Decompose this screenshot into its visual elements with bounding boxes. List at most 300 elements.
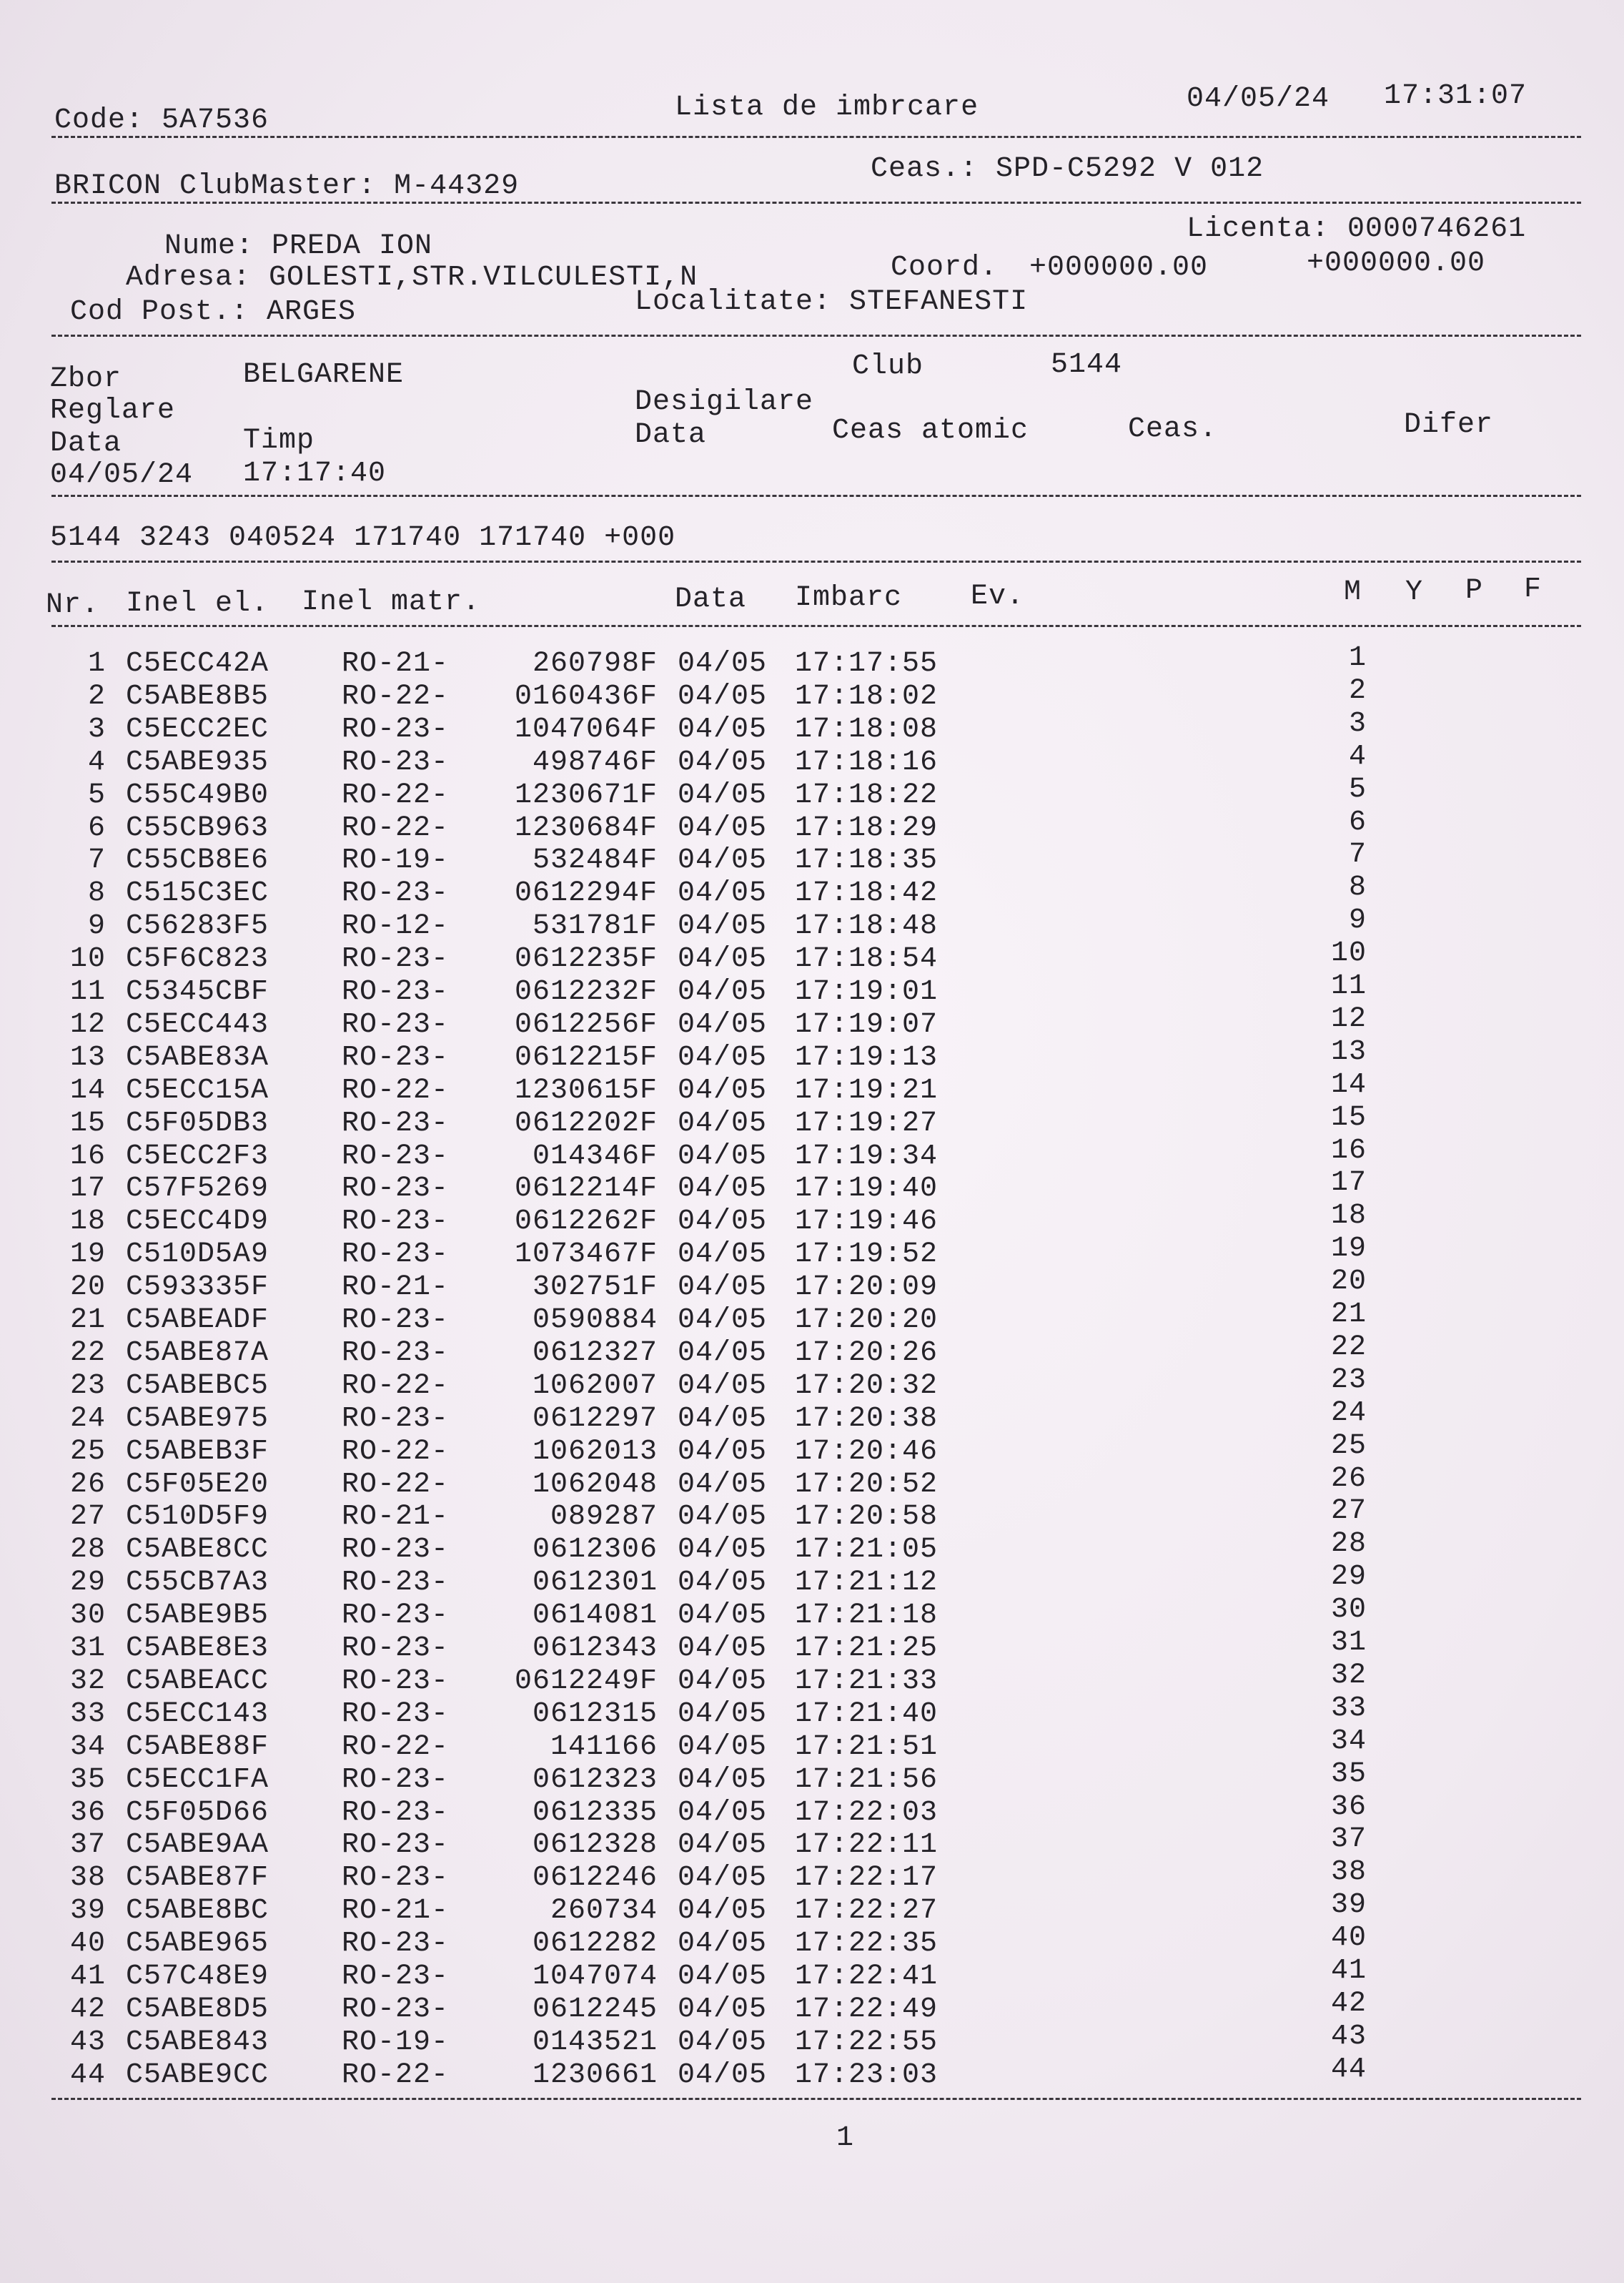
arrival-time: 17:20:32: [795, 1369, 939, 1402]
arrival-time: 17:18:16: [795, 746, 939, 779]
row-number: 6: [87, 812, 106, 844]
row-number: 3: [87, 713, 106, 746]
m-value: 37: [1330, 1823, 1367, 1856]
ring-prefix: RO-23-: [342, 1632, 450, 1665]
ring-prefix: RO-21-: [342, 648, 450, 680]
ring-number: 0612306: [532, 1534, 658, 1567]
ring-number: 1047064F: [514, 713, 658, 746]
electronic-ring: C5ABE8B5: [126, 680, 269, 713]
arrival-date: 04/05: [678, 1435, 768, 1468]
electronic-ring: C55CB963: [126, 812, 269, 844]
row-number: 15: [69, 1107, 106, 1140]
row-number: 20: [69, 1271, 106, 1304]
m-value: 17: [1330, 1167, 1367, 1200]
ring-prefix: RO-23-: [342, 1796, 450, 1829]
arrival-date: 04/05: [678, 1599, 768, 1632]
arrival-time: 17:21:40: [795, 1697, 939, 1730]
arrival-date: 04/05: [678, 779, 768, 812]
arrival-date: 04/05: [678, 976, 768, 1008]
arrival-date: 04/05: [678, 746, 768, 779]
m-value: 6: [1348, 806, 1367, 839]
synchronization-code-line: 5144 3243 040524 171740 171740 +000: [50, 522, 676, 554]
arrival-date: 04/05: [678, 812, 768, 844]
electronic-ring: C5345CBF: [126, 976, 269, 1008]
col-ev: Ev.: [971, 581, 1025, 613]
row-number: 37: [69, 1829, 106, 1862]
ring-prefix: RO-23-: [342, 1763, 450, 1796]
col-data: Data: [675, 583, 747, 616]
row-number: 12: [69, 1008, 106, 1041]
row-number: 7: [87, 844, 106, 877]
row-number: 39: [69, 1895, 106, 1928]
arrival-date: 04/05: [678, 1665, 768, 1697]
row-number: 41: [69, 1961, 106, 1993]
ring-number: 1230684F: [514, 812, 658, 844]
row-number: 29: [69, 1567, 106, 1599]
arrival-time: 17:18:29: [795, 812, 939, 844]
arrival-time: 17:20:46: [795, 1435, 939, 1468]
arrival-date: 04/05: [678, 1862, 768, 1895]
reglare-label: Reglare: [50, 395, 176, 427]
ring-prefix: RO-22-: [342, 1435, 450, 1468]
ring-prefix: RO-23-: [342, 746, 450, 779]
arrival-time: 17:18:35: [795, 844, 939, 877]
arrival-time: 17:21:25: [795, 1632, 939, 1665]
electronic-ring: C5ECC15A: [126, 1074, 269, 1107]
data-label: Data: [50, 428, 122, 460]
arrival-date: 04/05: [678, 1534, 768, 1567]
arrival-date: 04/05: [678, 1238, 768, 1271]
electronic-ring: C5ABEADF: [126, 1304, 269, 1336]
ring-prefix: RO-23-: [342, 1599, 450, 1632]
electronic-ring: C5ABE8D5: [126, 1993, 269, 2026]
electronic-ring: C593335F: [126, 1271, 269, 1304]
m-value: 16: [1330, 1134, 1367, 1167]
arrival-time: 17:18:48: [795, 910, 939, 943]
arrival-time: 17:19:21: [795, 1074, 939, 1107]
arrival-date: 04/05: [678, 1730, 768, 1763]
row-number: 38: [69, 1862, 106, 1895]
document-title: Lista de imbrcare: [675, 92, 979, 124]
row-number: 28: [69, 1534, 106, 1567]
ring-number: 0590884: [532, 1304, 658, 1336]
ring-number: 0612214F: [514, 1173, 658, 1205]
separator-6: [51, 625, 1581, 627]
ring-number: 302751F: [532, 1271, 658, 1304]
ring-number: 0612215F: [514, 1041, 658, 1074]
row-number: 16: [69, 1140, 106, 1173]
m-value: 20: [1330, 1266, 1367, 1298]
row-number: 2: [87, 680, 106, 713]
arrival-date: 04/05: [678, 1501, 768, 1534]
arrival-date: 04/05: [678, 877, 768, 910]
row-number: 14: [69, 1074, 106, 1107]
arrival-time: 17:19:34: [795, 1140, 939, 1173]
m-value: 18: [1330, 1200, 1367, 1233]
row-number: 32: [69, 1665, 106, 1697]
m-value: 14: [1330, 1068, 1367, 1101]
ring-number: 260798F: [532, 648, 658, 680]
coord-label: Coord.: [891, 252, 999, 284]
electronic-ring: C57C48E9: [126, 1961, 269, 1993]
m-value: 15: [1330, 1101, 1367, 1134]
row-number: 21: [69, 1304, 106, 1336]
arrival-time: 17:21:51: [795, 1730, 939, 1763]
ring-number: 0612327: [532, 1336, 658, 1369]
document-code: Code: 5A7536: [54, 104, 269, 137]
electronic-ring: C5ABE9AA: [126, 1829, 269, 1862]
arrival-time: 17:19:01: [795, 976, 939, 1008]
arrival-date: 04/05: [678, 844, 768, 877]
electronic-ring: C5F05D66: [126, 1796, 269, 1829]
ring-prefix: RO-23-: [342, 1862, 450, 1895]
electronic-ring: C5ABE935: [126, 746, 269, 779]
licence-number: Licenta: 0000746261: [1187, 213, 1527, 245]
row-number: 35: [69, 1763, 106, 1796]
ring-number: 0612282: [532, 1928, 658, 1961]
m-value: 34: [1330, 1725, 1367, 1757]
ring-number: 0612323: [532, 1763, 658, 1796]
arrival-date: 04/05: [678, 1895, 768, 1928]
data2-label: Data: [635, 419, 707, 451]
electronic-ring: C5ABE88F: [126, 1730, 269, 1763]
ring-prefix: RO-23-: [342, 943, 450, 976]
arrival-time: 17:23:03: [795, 2058, 939, 2091]
ring-number: 1073467F: [514, 1238, 658, 1271]
club-value: 5144: [1051, 349, 1123, 381]
m-value: 13: [1330, 1035, 1367, 1068]
ring-number: 0612235F: [514, 943, 658, 976]
m-value: 29: [1330, 1561, 1367, 1594]
m-value: 42: [1330, 1987, 1367, 2020]
ring-number: 0612294F: [514, 877, 658, 910]
arrival-date: 04/05: [678, 1796, 768, 1829]
m-value: 19: [1330, 1233, 1367, 1266]
col-inel-el: Inel el.: [126, 588, 269, 620]
ring-prefix: RO-22-: [342, 2058, 450, 2091]
m-value: 44: [1330, 2053, 1367, 2086]
arrival-date: 04/05: [678, 2058, 768, 2091]
row-number: 11: [69, 976, 106, 1008]
electronic-ring: C57F5269: [126, 1173, 269, 1205]
row-number: 44: [69, 2058, 106, 2091]
m-value: 12: [1330, 1002, 1367, 1035]
m-value: 9: [1348, 904, 1367, 937]
ring-number: 1062007: [532, 1369, 658, 1402]
ring-number: 141166: [550, 1730, 658, 1763]
ring-number: 531781F: [532, 910, 658, 943]
ring-number: 014346F: [532, 1140, 658, 1173]
arrival-time: 17:22:11: [795, 1829, 939, 1862]
ring-prefix: RO-23-: [342, 1993, 450, 2026]
electronic-ring: C5F05DB3: [126, 1107, 269, 1140]
arrival-time: 17:19:46: [795, 1205, 939, 1238]
m-value: 11: [1330, 970, 1367, 1002]
ring-prefix: RO-23-: [342, 1205, 450, 1238]
ring-number: 0612202F: [514, 1107, 658, 1140]
arrival-time: 17:19:27: [795, 1107, 939, 1140]
arrival-date: 04/05: [678, 1140, 768, 1173]
separator-3: [51, 335, 1581, 337]
arrival-time: 17:21:05: [795, 1534, 939, 1567]
electronic-ring: C5ABE83A: [126, 1041, 269, 1074]
ring-number: 0612232F: [514, 976, 658, 1008]
ring-number: 1062048: [532, 1468, 658, 1501]
separator-5: [51, 561, 1581, 563]
arrival-date: 04/05: [678, 680, 768, 713]
arrival-time: 17:21:18: [795, 1599, 939, 1632]
ring-number: 1047074: [532, 1961, 658, 1993]
m-value: 31: [1330, 1627, 1367, 1659]
m-value: 27: [1330, 1495, 1367, 1528]
electronic-ring: C5F05E20: [126, 1468, 269, 1501]
ring-number: 0612343: [532, 1632, 658, 1665]
arrival-time: 17:22:27: [795, 1895, 939, 1928]
page-number: 1: [836, 2122, 855, 2154]
ring-prefix: RO-19-: [342, 844, 450, 877]
ring-prefix: RO-23-: [342, 1829, 450, 1862]
arrival-time: 17:20:09: [795, 1271, 939, 1304]
separator-bottom: [51, 2098, 1581, 2100]
arrival-time: 17:22:03: [795, 1796, 939, 1829]
ring-number: 0143521: [532, 2026, 658, 2058]
m-value: 40: [1330, 1922, 1367, 1955]
col-y: Y: [1405, 576, 1424, 608]
m-value: 41: [1330, 1955, 1367, 1987]
ring-prefix: RO-23-: [342, 1107, 450, 1140]
arrival-time: 17:21:12: [795, 1567, 939, 1599]
coord-x: +000000.00: [1029, 252, 1209, 284]
electronic-ring: C5ECC2F3: [126, 1140, 269, 1173]
ring-prefix: RO-23-: [342, 1961, 450, 1993]
ring-prefix: RO-23-: [342, 1928, 450, 1961]
ring-number: 0612245: [532, 1993, 658, 2026]
ring-prefix: RO-23-: [342, 1041, 450, 1074]
electronic-ring: C510D5F9: [126, 1501, 269, 1534]
arrival-time: 17:20:38: [795, 1402, 939, 1435]
ring-prefix: RO-23-: [342, 1336, 450, 1369]
row-number: 42: [69, 1993, 106, 2026]
ring-number: 0612249F: [514, 1665, 658, 1697]
ring-number: 1062013: [532, 1435, 658, 1468]
m-value: 33: [1330, 1692, 1367, 1725]
ring-number: 0612246: [532, 1862, 658, 1895]
m-value: 43: [1330, 2020, 1367, 2053]
row-number: 22: [69, 1336, 106, 1369]
row-number: 25: [69, 1435, 106, 1468]
ring-prefix: RO-23-: [342, 877, 450, 910]
arrival-time: 17:19:13: [795, 1041, 939, 1074]
electronic-ring: C5ABE8CC: [126, 1534, 269, 1567]
arrival-date: 04/05: [678, 1961, 768, 1993]
m-value: 39: [1330, 1889, 1367, 1922]
arrival-date: 04/05: [678, 1271, 768, 1304]
row-number: 23: [69, 1369, 106, 1402]
separator-2: [51, 202, 1581, 204]
ring-prefix: RO-22-: [342, 1074, 450, 1107]
ring-number: 260734: [550, 1895, 658, 1928]
ring-prefix: RO-23-: [342, 1665, 450, 1697]
arrival-time: 17:19:40: [795, 1173, 939, 1205]
m-value: 25: [1330, 1429, 1367, 1462]
ring-prefix: RO-22-: [342, 1468, 450, 1501]
electronic-ring: C510D5A9: [126, 1238, 269, 1271]
row-number: 4: [87, 746, 106, 779]
electronic-ring: C5ABEB3F: [126, 1435, 269, 1468]
ring-prefix: RO-23-: [342, 1140, 450, 1173]
arrival-date: 04/05: [678, 1107, 768, 1140]
arrival-date: 04/05: [678, 1763, 768, 1796]
ring-number: 532484F: [532, 844, 658, 877]
ring-prefix: RO-23-: [342, 1402, 450, 1435]
m-value: 32: [1330, 1659, 1367, 1692]
electronic-ring: C5ECC2EC: [126, 713, 269, 746]
arrival-time: 17:22:17: [795, 1862, 939, 1895]
electronic-ring: C5ABEBC5: [126, 1369, 269, 1402]
arrival-date: 04/05: [678, 648, 768, 680]
ring-number: 1230671F: [514, 779, 658, 812]
ring-prefix: RO-23-: [342, 1697, 450, 1730]
row-number: 5: [87, 779, 106, 812]
owner-postcode: Cod Post.: ARGES: [70, 296, 357, 328]
m-value: 8: [1348, 872, 1367, 904]
m-value: 10: [1330, 937, 1367, 970]
ring-number: 498746F: [532, 746, 658, 779]
m-value: 35: [1330, 1757, 1367, 1790]
col-inel-matr: Inel matr.: [302, 586, 481, 618]
m-value: 3: [1348, 707, 1367, 740]
ring-prefix: RO-23-: [342, 713, 450, 746]
print-time: 17:31:07: [1384, 80, 1528, 112]
zbor-value: BELGARENE: [243, 359, 405, 391]
row-number: 19: [69, 1238, 106, 1271]
electronic-ring: C5ABE9B5: [126, 1599, 269, 1632]
ring-number: 0160436F: [514, 680, 658, 713]
row-number: 30: [69, 1599, 106, 1632]
arrival-date: 04/05: [678, 1697, 768, 1730]
ceas-label: Ceas.: [1128, 413, 1218, 445]
arrival-time: 17:18:22: [795, 779, 939, 812]
col-nr: Nr.: [46, 589, 100, 621]
arrival-date: 04/05: [678, 1829, 768, 1862]
row-number: 40: [69, 1928, 106, 1961]
m-value: 38: [1330, 1856, 1367, 1889]
electronic-ring: C5ECC443: [126, 1008, 269, 1041]
owner-address: Adresa: GOLESTI,STR.VILCULESTI,N: [126, 262, 698, 294]
arrival-time: 17:18:54: [795, 943, 939, 976]
ring-number: 0614081: [532, 1599, 658, 1632]
m-value: 23: [1330, 1364, 1367, 1396]
m-value: 7: [1348, 839, 1367, 872]
electronic-ring: C5ECC4D9: [126, 1205, 269, 1238]
owner-locality: Localitate: STEFANESTI: [635, 286, 1029, 318]
ring-prefix: RO-21-: [342, 1501, 450, 1534]
ring-number: 0612262F: [514, 1205, 658, 1238]
ring-number: 0612256F: [514, 1008, 658, 1041]
arrival-time: 17:18:42: [795, 877, 939, 910]
ring-number: 1230615F: [514, 1074, 658, 1107]
row-number: 10: [69, 943, 106, 976]
arrival-time: 17:22:55: [795, 2026, 939, 2058]
electronic-ring: C5ECC1FA: [126, 1763, 269, 1796]
electronic-ring: C5ABE8E3: [126, 1632, 269, 1665]
row-number: 33: [69, 1697, 106, 1730]
col-imbarc: Imbarc: [795, 582, 903, 614]
coord-y: +000000.00: [1307, 247, 1486, 280]
ring-prefix: RO-22-: [342, 779, 450, 812]
ring-prefix: RO-12-: [342, 910, 450, 943]
ring-prefix: RO-23-: [342, 1173, 450, 1205]
reglare-date: 04/05/24: [50, 459, 194, 491]
m-value: 5: [1348, 773, 1367, 806]
arrival-date: 04/05: [678, 1567, 768, 1599]
reglare-time: 17:17:40: [243, 458, 387, 490]
print-date: 04/05/24: [1187, 83, 1330, 115]
electronic-ring: C55CB7A3: [126, 1567, 269, 1599]
arrival-time: 17:22:35: [795, 1928, 939, 1961]
arrival-time: 17:21:33: [795, 1665, 939, 1697]
clock-id: Ceas.: SPD-C5292 V 012: [871, 153, 1264, 185]
row-number: 24: [69, 1402, 106, 1435]
ring-number: 0612315: [532, 1697, 658, 1730]
electronic-ring: C5ABE87A: [126, 1336, 269, 1369]
separator-4: [51, 495, 1581, 497]
arrival-time: 17:22:49: [795, 1993, 939, 2026]
arrival-date: 04/05: [678, 1173, 768, 1205]
arrival-date: 04/05: [678, 943, 768, 976]
arrival-time: 17:21:56: [795, 1763, 939, 1796]
row-number: 27: [69, 1501, 106, 1534]
electronic-ring: C5ECC42A: [126, 648, 269, 680]
ring-prefix: RO-23-: [342, 1534, 450, 1567]
ceas-atomic-label: Ceas atomic: [832, 415, 1029, 447]
electronic-ring: C5ABEACC: [126, 1665, 269, 1697]
arrival-date: 04/05: [678, 1041, 768, 1074]
m-value: 36: [1330, 1790, 1367, 1823]
row-number: 1: [87, 648, 106, 680]
arrival-date: 04/05: [678, 1074, 768, 1107]
m-value: 1: [1348, 642, 1367, 674]
ring-prefix: RO-22-: [342, 1369, 450, 1402]
electronic-ring: C5ABE965: [126, 1928, 269, 1961]
m-value: 30: [1330, 1594, 1367, 1627]
ring-prefix: RO-23-: [342, 1567, 450, 1599]
ring-number: 0612301: [532, 1567, 658, 1599]
row-number: 9: [87, 910, 106, 943]
ring-number: 0612335: [532, 1796, 658, 1829]
electronic-ring: C55C49B0: [126, 779, 269, 812]
col-m: M: [1344, 576, 1362, 608]
m-value: 24: [1330, 1396, 1367, 1429]
arrival-date: 04/05: [678, 910, 768, 943]
row-number: 34: [69, 1730, 106, 1763]
arrival-date: 04/05: [678, 2026, 768, 2058]
row-number: 26: [69, 1468, 106, 1501]
ring-prefix: RO-19-: [342, 2026, 450, 2058]
arrival-time: 17:18:08: [795, 713, 939, 746]
row-number: 43: [69, 2026, 106, 2058]
ring-number: 089287: [550, 1501, 658, 1534]
ring-prefix: RO-23-: [342, 1304, 450, 1336]
arrival-date: 04/05: [678, 1304, 768, 1336]
arrival-time: 17:20:20: [795, 1304, 939, 1336]
owner-name: Nume: PREDA ION: [164, 230, 433, 262]
electronic-ring: C55CB8E6: [126, 844, 269, 877]
ring-prefix: RO-23-: [342, 1008, 450, 1041]
ring-prefix: RO-22-: [342, 1730, 450, 1763]
arrival-date: 04/05: [678, 713, 768, 746]
m-value: 21: [1330, 1298, 1367, 1331]
